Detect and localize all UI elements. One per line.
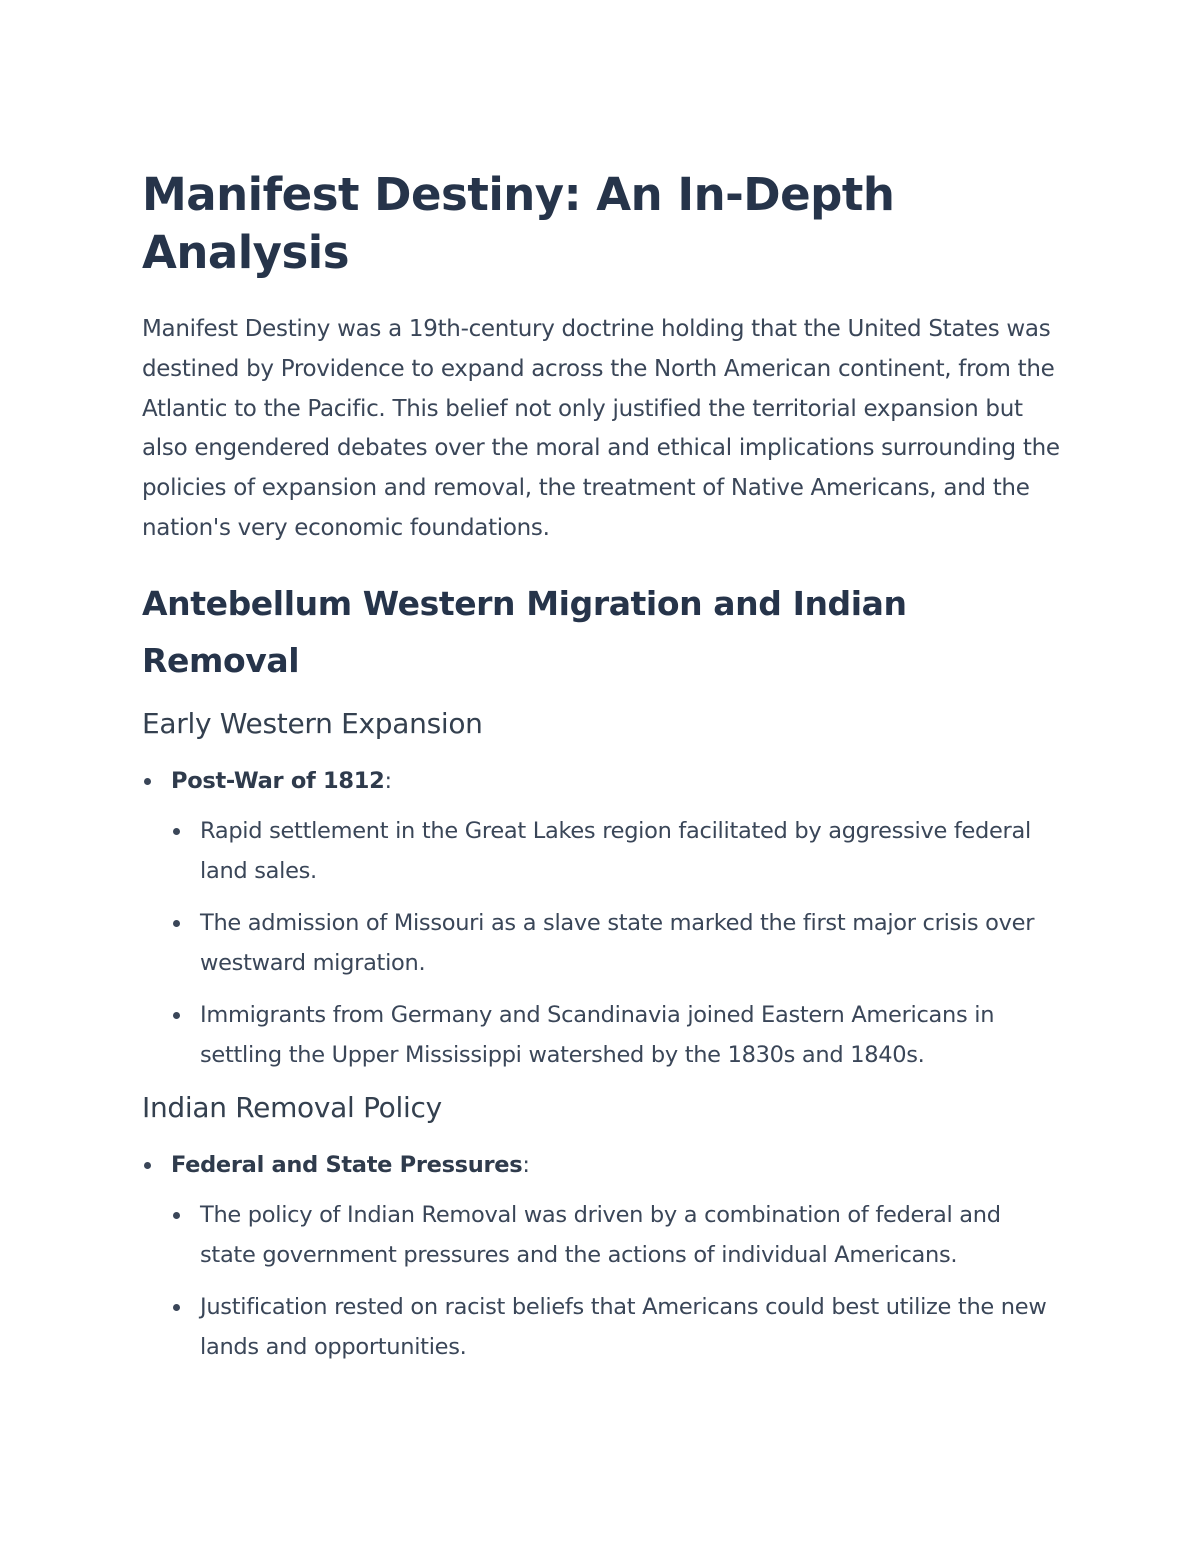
list-item-text: Immigrants from Germany and Scandinavia joined Eastern Americans in settling the Upper Mississippi watershed by the 1830s and 1840s.: [200, 1001, 995, 1068]
list-item: [171, 903, 1060, 983]
list-item: [171, 995, 1060, 1075]
nested-bullet-list: [171, 1195, 1060, 1367]
list-item: [142, 1145, 1060, 1367]
list-item-text: The admission of Missouri as a slave state marked the first major crisis over westward migration.: [200, 909, 1035, 976]
list-item-text: Rapid settlement in the Great Lakes region facilitated by aggressive federal land sales.: [200, 817, 1031, 884]
bullet-list: [142, 761, 1060, 1075]
bullet-icon: [173, 828, 180, 835]
subsection-heading-indian-removal-policy: Indian Removal Policy: [142, 1090, 442, 1124]
list-item: [171, 1195, 1060, 1275]
bullet-icon: [144, 1162, 151, 1169]
document-title: Manifest Destiny: An In-Depth Analysis: [142, 168, 895, 279]
list-item-text: The policy of Indian Removal was driven by a combination of federal and state government pressures and the actions of individual Americans.: [200, 1201, 1001, 1268]
bullet-icon: [173, 1212, 180, 1219]
nested-bullet-list: [171, 811, 1060, 1075]
bullet-icon: [173, 1012, 180, 1019]
list-item: [142, 761, 1060, 1075]
intro-paragraph: Manifest Destiny was a 19th-century doctrine holding that the United States was destined by Providence to expand across the North American continent, from the Atlantic to the Pacific. This belief not only justified the territorial expansion but also engendered debates over the moral and ethical implications surrounding the policies of expansion and removal, the treatment of Native Americans, and the nation's very economic foundations.: [142, 316, 1060, 541]
list-item-text: Justification rested on racist beliefs that Americans could best utilize the new lands and opportunities.: [200, 1293, 1047, 1360]
list-item: [171, 1287, 1060, 1367]
label-colon: :: [384, 767, 392, 794]
list-item: [171, 811, 1060, 891]
bullet-list: [142, 1145, 1060, 1367]
bullet-icon: [144, 778, 151, 785]
bullet-icon: [173, 920, 180, 927]
list-item-label: Post-War of 1812: [171, 767, 385, 794]
list-item-label: Federal and State Pressures: [171, 1151, 523, 1178]
bullet-icon: [173, 1304, 180, 1311]
subsection-heading-early-western-expansion: Early Western Expansion: [142, 706, 483, 740]
label-colon: :: [522, 1151, 530, 1178]
section-heading: Antebellum Western Migration and Indian Removal: [142, 583, 907, 680]
